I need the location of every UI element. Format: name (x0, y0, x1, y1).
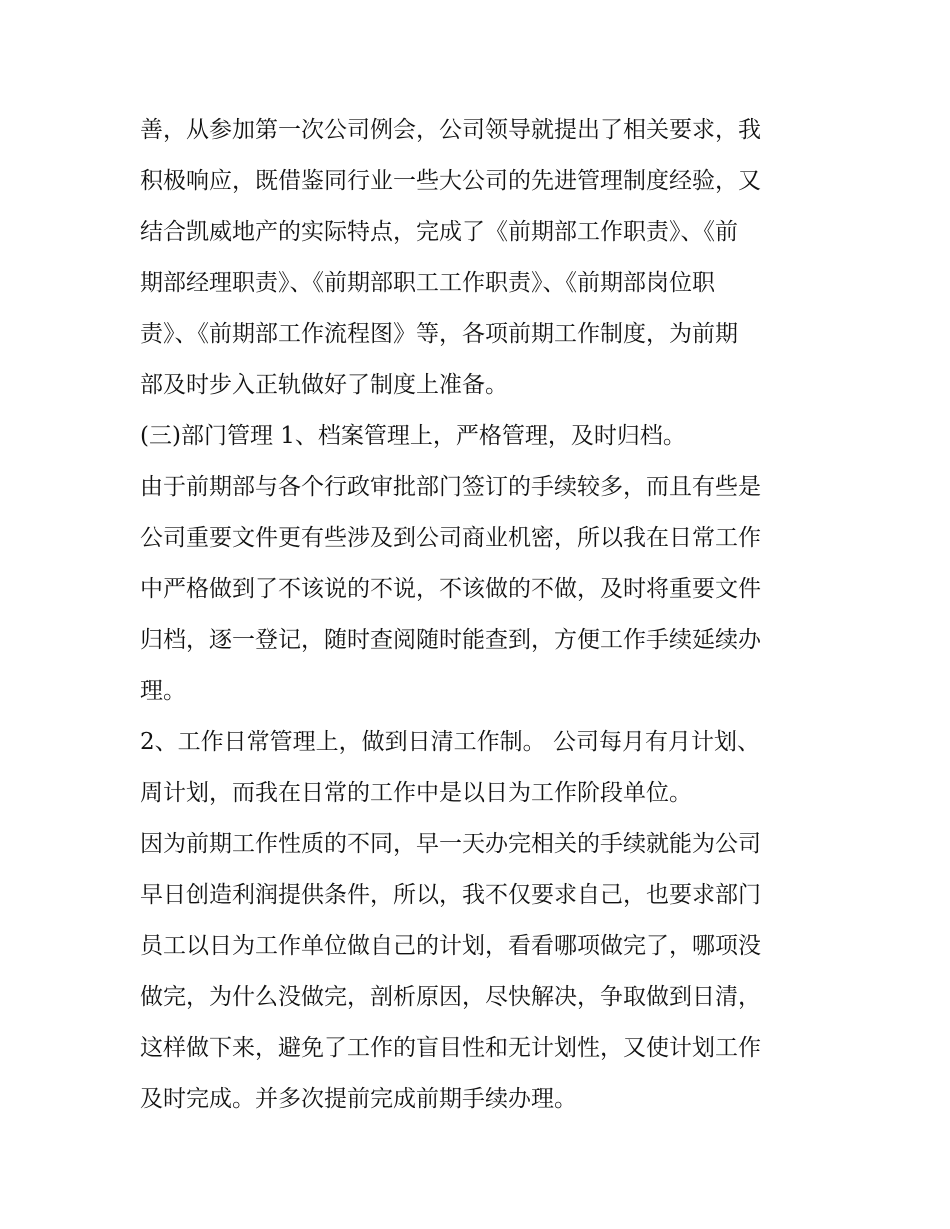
text-line: 周计划，而我在日常的工作中是以日为工作阶段单位。 (140, 780, 692, 806)
text-line: 这样做下来，避免了工作的盲目性和无计划性，又使计划工作 (140, 1035, 761, 1061)
text-line: 早日创造利润提供条件，所以，我不仅要求自己，也要求部门 (140, 882, 761, 908)
text-line: 归档，逐一登记，随时查阅随时能查到，方便工作手续延续办 (140, 627, 761, 653)
text-line: 结合凯威地产的实际特点，完成了《前期部工作职责》、《前 (140, 219, 738, 245)
body-text (140, 105, 820, 1125)
text-line: 理。 (140, 678, 186, 704)
text-line: 公司重要文件更有些涉及到公司商业机密，所以我在日常工作 (140, 525, 761, 551)
text-line: 期部经理职责》、《前期部职工工作职责》、《前期部岗位职 (140, 270, 715, 296)
text-line: 员工以日为工作单位做自己的计划，看看哪项做完了，哪项没 (140, 933, 761, 959)
text-line: 责》、《前期部工作流程图》等，各项前期工作制度，为前期 (140, 321, 738, 347)
text-line: 积极响应，既借鉴同行业一些大公司的先进管理制度经验，又 (140, 168, 761, 194)
section-heading-line: (三)部门管理 1、档案管理上，严格管理，及时归档。 (140, 423, 686, 449)
text-line: 部及时步入正轨做好了制度上准备。 (140, 372, 508, 398)
text-line: 中严格做到了不该说的不说，不该做的不做，及时将重要文件 (140, 576, 761, 602)
text-line: 及时完成。并多次提前完成前期手续办理。 (140, 1086, 577, 1112)
text-line: 因为前期工作性质的不同，早一天办完相关的手续就能为公司 (140, 831, 761, 857)
text-line: 由于前期部与各个行政审批部门签订的手续较多，而且有些是 (140, 474, 761, 500)
text-line: 做完，为什么没做完，剖析原因，尽快解决，争取做到日清， (140, 984, 761, 1010)
section-heading-line: 2、工作日常管理上，做到日清工作制。 公司每月有月计划、 (140, 729, 760, 755)
text-line: 善，从参加第一次公司例会，公司领导就提出了相关要求，我 (140, 117, 761, 143)
